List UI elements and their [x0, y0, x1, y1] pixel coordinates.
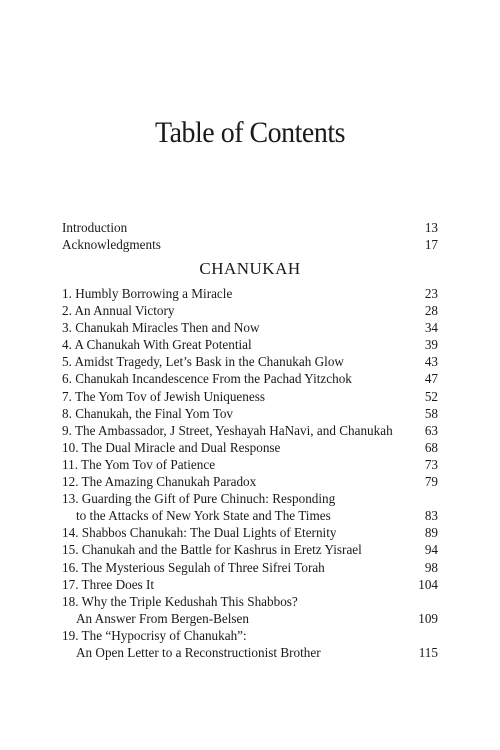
toc-entry-label: 11. The Yom Tov of Patience: [62, 456, 216, 472]
toc-entry-label: 5. Amidst Tragedy, Let’s Bask in the Chanukah Glow: [62, 354, 344, 370]
toc-entry-page: 104: [418, 576, 438, 592]
toc-entry-label: 9. The Ambassador, J Street, Yeshayah HaNavi, and Chanukah: [62, 422, 393, 438]
toc-entry-label: 8. Chanukah, the Final Yom Tov: [62, 405, 234, 421]
toc-entry-page: 43: [424, 354, 438, 370]
toc-entry-page: 58: [424, 405, 438, 421]
toc-entry-label: 1. Humbly Borrowing a Miracle: [62, 286, 233, 301]
toc-entry-page: 28: [424, 303, 438, 319]
toc-entry-introduction: [62, 219, 438, 236]
toc-entry: [62, 576, 438, 593]
toc-entry: [62, 353, 438, 370]
toc-entry-label: 2. An Annual Victory: [62, 303, 175, 319]
toc-entry-continuation: [62, 507, 438, 524]
toc-entry-label: 19. The “Hypocrisy of Chanukah”:: [62, 627, 247, 643]
toc-entry-page: 79: [424, 474, 438, 490]
toc-entry-continuation: [62, 644, 438, 661]
toc-entry-page: 68: [424, 439, 438, 455]
toc-entry: [62, 593, 438, 610]
toc-entry: [62, 370, 438, 387]
toc-entry-page: 63: [424, 422, 438, 438]
toc-entry-label: 7. The Yom Tov of Jewish Uniqueness: [62, 388, 265, 404]
section-heading: CHANUKAH: [199, 259, 301, 278]
toc-entry-label: Acknowledgments: [62, 237, 161, 253]
toc-entry-page: 109: [418, 610, 438, 626]
page-title: Table of Contents: [154, 116, 346, 149]
toc-entry-page: 94: [424, 542, 438, 558]
toc-entry: [62, 319, 438, 336]
toc-entry-page: 52: [424, 388, 438, 404]
toc-entry: [62, 302, 438, 319]
toc-entry-label: Introduction: [62, 220, 128, 235]
toc-entry-label: An Answer From Bergen-Belsen: [76, 610, 250, 626]
toc-entry-page: 17: [424, 237, 438, 253]
toc-entry: [62, 336, 438, 353]
chapter-list: [62, 285, 438, 661]
toc-entry-label: 6. Chanukah Incandescence From the Pachad Yitzchok: [62, 371, 352, 387]
toc-entry-page: 89: [424, 525, 438, 541]
toc-entry: [62, 490, 438, 507]
toc-entry: [62, 439, 438, 456]
toc-entry-label: to the Attacks of New York State and The Times: [76, 508, 331, 524]
toc-entry-continuation: [62, 610, 438, 627]
toc-entry-page: 34: [424, 320, 438, 336]
toc-entry-label: 12. The Amazing Chanukah Paradox: [62, 474, 257, 490]
toc-entry-label: 16. The Mysterious Segulah of Three Sifrei Torah: [62, 559, 325, 575]
toc-entry-page: 115: [418, 644, 438, 660]
toc-entry: [62, 524, 438, 541]
toc-entry-page: 98: [424, 559, 438, 575]
toc-entry: [62, 422, 438, 439]
toc-entry: [62, 473, 438, 490]
toc-entry: [62, 285, 438, 302]
toc-entry: [62, 559, 438, 576]
toc-entry: [62, 456, 438, 473]
toc-entry-label: 4. A Chanukah With Great Potential: [62, 337, 252, 353]
toc-entry-page: 23: [424, 286, 438, 301]
toc-entry-page: 13: [424, 220, 438, 235]
toc-entry-label: 18. Why the Triple Kedushah This Shabbos?: [62, 593, 298, 609]
toc-entry-page: 83: [424, 508, 438, 524]
toc-entry-page: 39: [424, 337, 438, 353]
front-matter-list: [62, 219, 438, 253]
toc-entry: [62, 627, 438, 644]
toc-entry-label: An Open Letter to a Reconstructionist Brother: [76, 644, 321, 660]
toc-entry-label: 3. Chanukah Miracles Then and Now: [62, 320, 260, 336]
toc-entry: [62, 541, 438, 558]
toc-entry-page: 73: [424, 456, 438, 472]
toc-entry: [62, 405, 438, 422]
toc-entry-acknowledgments: [62, 236, 438, 253]
toc-entry: [62, 388, 438, 405]
toc-entry-page: 47: [424, 371, 438, 387]
toc-entry-label: 10. The Dual Miracle and Dual Response: [62, 439, 281, 455]
toc-entry-label: 14. Shabbos Chanukah: The Dual Lights of Eternity: [62, 525, 337, 541]
toc-entry-label: 15. Chanukah and the Battle for Kashrus in Eretz Yisrael: [62, 542, 362, 558]
toc-entry-label: 13. Guarding the Gift of Pure Chinuch: Responding: [62, 491, 336, 507]
toc-entry-label: 17. Three Does It: [62, 576, 155, 592]
